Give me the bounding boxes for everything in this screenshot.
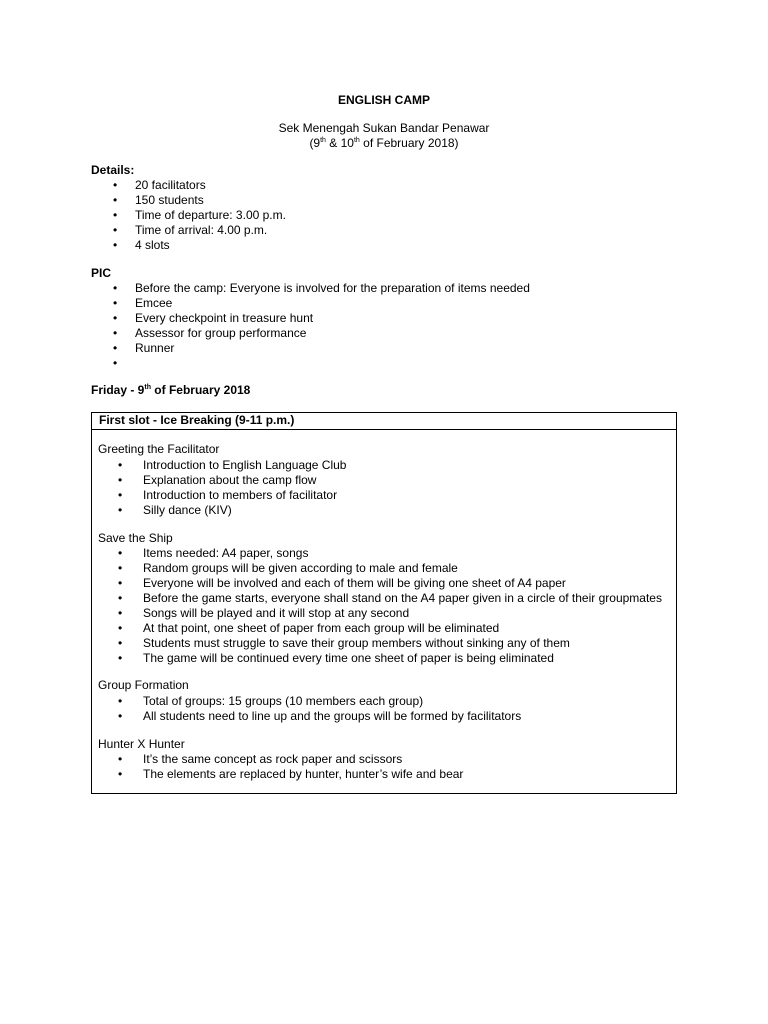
pic-list: [91, 281, 530, 371]
section-item: Silly dance (KIV): [143, 503, 232, 517]
bullet-icon: •: [118, 591, 123, 605]
list-item: [98, 606, 662, 621]
list-item: [98, 488, 346, 503]
pic-item: Assessor for group performance: [135, 326, 307, 340]
list-item: [98, 636, 662, 651]
section-list: [98, 458, 346, 518]
list-item: [98, 503, 346, 518]
list-item: [91, 238, 286, 253]
list-item: [98, 651, 662, 666]
list-item: [98, 767, 463, 782]
details-item: 4 slots: [135, 238, 170, 252]
section-list: [98, 752, 463, 782]
list-item: [98, 561, 662, 576]
bullet-icon: •: [118, 767, 123, 781]
list-item: [98, 621, 662, 636]
section-heading: Hunter X Hunter: [98, 737, 185, 751]
section-item: Total of groups: 15 groups (10 members each group): [143, 694, 424, 708]
bullet-icon: •: [113, 341, 118, 355]
section-item: It’s the same concept as rock paper and scissors: [143, 752, 403, 766]
document-title: ENGLISH CAMP: [337, 93, 430, 107]
bullet-icon: •: [118, 709, 123, 723]
list-item: [98, 752, 463, 767]
details-item: 150 students: [135, 193, 204, 207]
section-item: Everyone will be involved and each of them will be giving one sheet of A4 paper: [143, 576, 566, 590]
list-item: [91, 193, 286, 208]
details-list: [91, 178, 286, 253]
bullet-icon: •: [118, 752, 123, 766]
section-item: All students need to line up and the groups will be formed by facilitators: [143, 709, 522, 723]
slot-table: [91, 412, 677, 794]
list-item: [91, 341, 530, 356]
pic-item: Every checkpoint in treasure hunt: [135, 311, 314, 325]
list-item: [91, 296, 530, 311]
bullet-icon: •: [113, 178, 118, 192]
bullet-icon: •: [118, 651, 123, 665]
dates-open: (9: [309, 136, 321, 150]
bullet-icon: •: [118, 458, 123, 472]
list-item: [98, 591, 662, 606]
school-name: Sek Menengah Sukan Bandar Penawar: [278, 121, 490, 135]
list-item: [98, 546, 662, 561]
details-item: Time of arrival: 4.00 p.m.: [135, 223, 268, 237]
section-item: Items needed: A4 paper, songs: [143, 546, 309, 560]
section-item: Songs will be played and it will stop at any second: [143, 606, 410, 620]
dates-sup-2: th: [353, 137, 360, 144]
list-item: [91, 356, 530, 371]
friday-sup: th: [144, 384, 151, 391]
bullet-icon: •: [118, 561, 123, 575]
bullet-icon: •: [113, 193, 118, 207]
details-heading: Details:: [91, 163, 135, 177]
friday-pre: Friday - 9: [91, 383, 145, 397]
bullet-icon: •: [118, 473, 123, 487]
list-item: [98, 694, 521, 709]
list-item: [98, 709, 521, 724]
section-item: Before the game starts, everyone shall stand on the A4 paper given in a circle of their groupmates: [143, 591, 662, 605]
pic-item: Runner: [135, 341, 175, 355]
friday-heading: [91, 383, 250, 397]
bullet-icon: •: [118, 503, 123, 517]
bullet-icon: •: [118, 488, 123, 502]
dates-mid: & 10: [325, 136, 354, 150]
bullet-icon: •: [113, 296, 118, 310]
bullet-icon: •: [113, 326, 118, 340]
bullet-icon: •: [118, 694, 123, 708]
section-item: Explanation about the camp flow: [143, 473, 317, 487]
camp-dates: [0, 136, 768, 150]
section-heading: Save the Ship: [98, 531, 173, 545]
section-heading: Greeting the Facilitator: [98, 442, 220, 456]
section-list: [98, 546, 662, 666]
bullet-icon: •: [113, 208, 118, 222]
list-item: [98, 576, 662, 591]
section-item: Random groups will be given according to male and female: [143, 561, 458, 575]
pic-item: Before the camp: Everyone is involved for the preparation of items needed: [135, 281, 530, 295]
bullet-icon: •: [118, 636, 123, 650]
list-item: [91, 208, 286, 223]
bullet-icon: •: [118, 621, 123, 635]
dates-rest: of February 2018): [359, 136, 459, 150]
list-item: [98, 458, 346, 473]
details-item: 20 facilitators: [135, 178, 206, 192]
bullet-icon: •: [113, 311, 118, 325]
section-item: Students must struggle to save their group members without sinking any of them: [143, 636, 570, 650]
bullet-icon: •: [118, 576, 123, 590]
list-item: [91, 281, 530, 296]
details-item: Time of departure: 3.00 p.m.: [135, 208, 286, 222]
section-item: The game will be continued every time one sheet of paper is being eliminated: [143, 651, 554, 665]
bullet-icon: •: [113, 281, 118, 295]
list-item: [91, 326, 530, 341]
bullet-icon: •: [113, 238, 118, 252]
section-list: [98, 694, 521, 724]
section-item: Introduction to English Language Club: [143, 458, 347, 472]
list-item: [91, 178, 286, 193]
pic-heading: PIC: [91, 266, 112, 280]
list-item: [98, 473, 346, 488]
list-item: [91, 311, 530, 326]
section-item: The elements are replaced by hunter, hunter’s wife and bear: [143, 767, 464, 781]
pic-item: Emcee: [135, 296, 173, 310]
bullet-icon: •: [113, 223, 118, 237]
section-item: Introduction to members of facilitator: [143, 488, 338, 502]
bullet-icon: •: [118, 546, 123, 560]
section-item: At that point, one sheet of paper from each group will be eliminated: [143, 621, 500, 635]
section-heading: Group Formation: [98, 678, 189, 692]
bullet-icon: •: [118, 606, 123, 620]
friday-post: of February 2018: [150, 383, 251, 397]
dates-sup-1: th: [320, 137, 326, 144]
bullet-icon: •: [113, 356, 118, 370]
slot-title: First slot - Ice Breaking (9-11 p.m.): [92, 413, 676, 430]
list-item: [91, 223, 286, 238]
